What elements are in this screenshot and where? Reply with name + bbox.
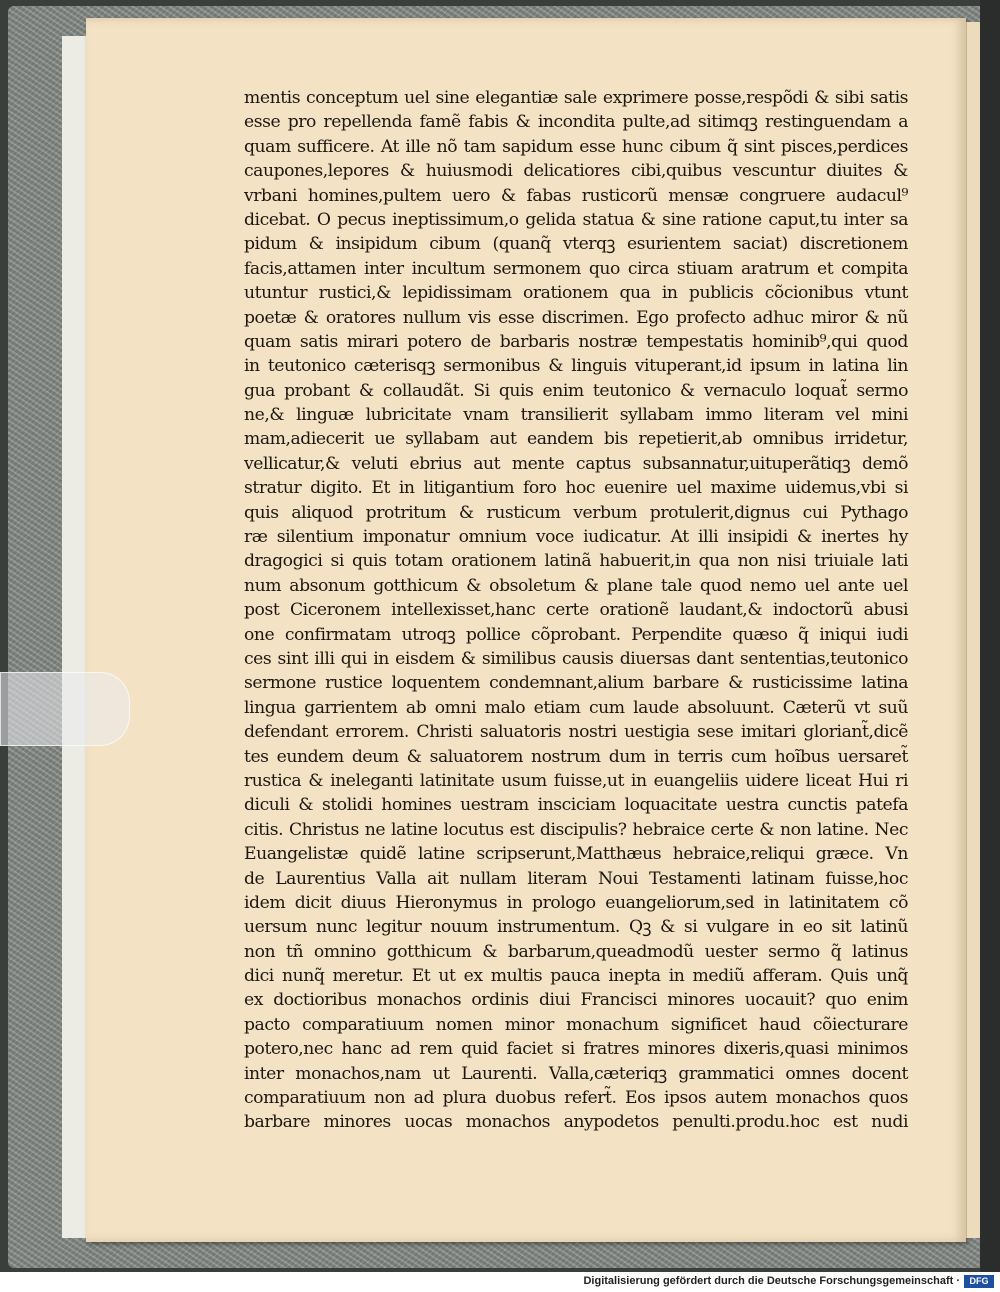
text-line: one confirmatam utroqꝫ pollice cõprobant. Perpendite quæso q̃ iniqui iudi xyxy=(244,624,908,645)
dfg-logo: DFG xyxy=(964,1275,994,1288)
text-line: dragogici si quis totam orationem latinã habuerit,in qua non nisi triuiale lati xyxy=(244,551,908,572)
text-line: vrbani homines,pultem uero & fabas rusticorũ mensæ congruere audacul⁹ xyxy=(244,185,908,206)
text-line: mentis conceptum uel sine elegantiæ sale exprimere posse,respõdi & sibi satis xyxy=(244,88,908,108)
text-line: non tñ omnino gotthicum & barbarum,queadmodũ uester sermo q̃ latinus xyxy=(244,941,908,962)
scanner-edge xyxy=(980,0,1000,1272)
text-line: mam,adiecerit ue syllabam aut eandem bis repetierit,ab omnibus irridetur, xyxy=(244,429,908,450)
text-line: potero,nec hanc ad rem quid faciet si fratres minores dixeris,quasi minimos xyxy=(244,1039,908,1060)
text-line: quam satis mirari potero de barbaris nostræ tempestatis hominib⁹,qui quod xyxy=(244,331,908,352)
text-line: lingua garrientem ab omni malo etiam cum laude absoluunt. Cæterũ vt suũ xyxy=(244,697,908,718)
text-line: caupones,lepores & huiusmodi delicatiores cibi,quibus vescuntur diuites & xyxy=(244,161,908,182)
text-line: in teutonico cæterisqꝫ sermonibus & linguis vituperant,id ipsum in latina lin xyxy=(244,356,908,377)
text-line: dici nunq̃ meretur. Et ut ex multis pauca inepta in mediũ afferam. Quis unq̃ xyxy=(244,966,908,987)
text-line: poetæ & oratores nullum vis esse discrimen. Ego profecto adhuc miror & nũ xyxy=(244,307,908,328)
text-line: num absonum gotthicum & obsoletum & plane tale quod nemo uel ante uel xyxy=(244,575,908,596)
text-line: Euangelistæ quidẽ latine scripserunt,Matthæus hebraice,reliqui græce. Vn xyxy=(244,844,908,865)
funding-credit: Digitalisierung gefördert durch die Deutsche Forschungsgemeinschaft · xyxy=(583,1275,960,1287)
text-line: post Ciceronem intellexisset,hanc certe orationẽ laudant,& indoctorũ abusi xyxy=(244,600,908,621)
text-line: dicebat. O pecus ineptissimum,o gelida statua & sine ratione caput,tu inter sa xyxy=(244,209,908,230)
text-line: quam sufficere. At ille nõ tam sapidum esse hunc cibum q̃ sint pisces,perdices xyxy=(244,136,908,157)
text-line: diculi & stolidi homines uestram insciciam loquacitate uestra cunctis patefa xyxy=(244,795,908,816)
text-line: ex doctioribus monachos ordinis diui Francisci minores uocauit? quo enim xyxy=(244,990,908,1011)
text-line: comparatiuum non ad plura duobus refert̃. Eos ipsos autem monachos quos xyxy=(244,1088,908,1109)
page-clip xyxy=(0,672,130,746)
text-line: facis,attamen inter incultum sermonem quo circa stiuam aratrum et compita xyxy=(244,258,908,279)
facing-page-edge xyxy=(966,22,981,1238)
text-line: quis aliquod protritum & rusticum verbum protulerit,dignus cui Pythago xyxy=(244,502,908,523)
text-line: barbare minores uocas monachos anypodetos penulti.produ.hoc est nudi xyxy=(244,1112,908,1133)
text-line: pacto comparatiuum nomen minor monachum significet haud cõiecturare xyxy=(244,1014,908,1035)
text-line: defendant errorem. Christi saluatoris nostri uestigia sese imitari gloriant̃,dicẽ xyxy=(244,722,908,743)
text-line: de Laurentius Valla ait nullam literam Noui Testamenti latinam fuisse,hoc xyxy=(244,868,908,889)
text-line: tes eundem deum & saluatorem nostrum dum in terris cum hoĩbus uersaret̃ xyxy=(244,746,908,767)
footer-bar xyxy=(0,1272,1000,1292)
text-line: ræ silentium imponatur omnium voce iudicatur. At illi insipidi & inertes hy xyxy=(244,527,908,548)
text-line: inter monachos,nam ut Laurenti. Valla,cæteriqꝫ grammatici omnes docent xyxy=(244,1063,908,1084)
text-line: gua probant & collaudãt. Si quis enim teutonico & vernaculo loquat̃ sermo xyxy=(244,380,908,401)
text-line: idem dicit diuus Hieronymus in prologo euangeliorum,sed in latinitatem cõ xyxy=(244,892,908,913)
text-line: uersum nunc legitur nouum instrumentum. Qꝫ & si vulgare in eo sit latinũ xyxy=(244,917,908,938)
page-text-block xyxy=(244,86,908,1135)
text-line: stratur digito. Et in litigantium foro hoc euenire uel maxime uidemus,vbi si xyxy=(244,478,908,499)
text-line: ne,& linguæ lubricitate vnam transilierit syllabam immo literam vel mini xyxy=(244,405,908,426)
text-line: esse pro repellenda famẽ fabis & incondita pulte,ad sitimqꝫ restinguendam a xyxy=(244,112,908,133)
text-line: sermone rustice loquentem condemnant,alium barbare & rusticissime latina xyxy=(244,673,908,694)
text-line: ces sint illi qui in eisdem & similibus causis diuersas dant sententias,teutonico xyxy=(244,648,908,669)
text-line: citis. Christus ne latine locutus est discipulis? hebraice certe & non latine. Nec xyxy=(244,819,908,840)
text-line: vellicatur,& veluti ebrius aut mente captus subsannatur,uituperãtiqꝫ demõ xyxy=(244,453,908,474)
text-line: pidum & insipidum cibum (quanq̃ vterqꝫ esurientem saciat) discretionem xyxy=(244,234,908,255)
text-line: utuntur rustici,& lepidissimam orationem qua in publicis cõcionibus vtunt xyxy=(244,283,908,304)
text-line: rustica & ineleganti latinitate usum fuisse,ut in euangeliis uidere liceat Hui ri xyxy=(244,770,908,791)
